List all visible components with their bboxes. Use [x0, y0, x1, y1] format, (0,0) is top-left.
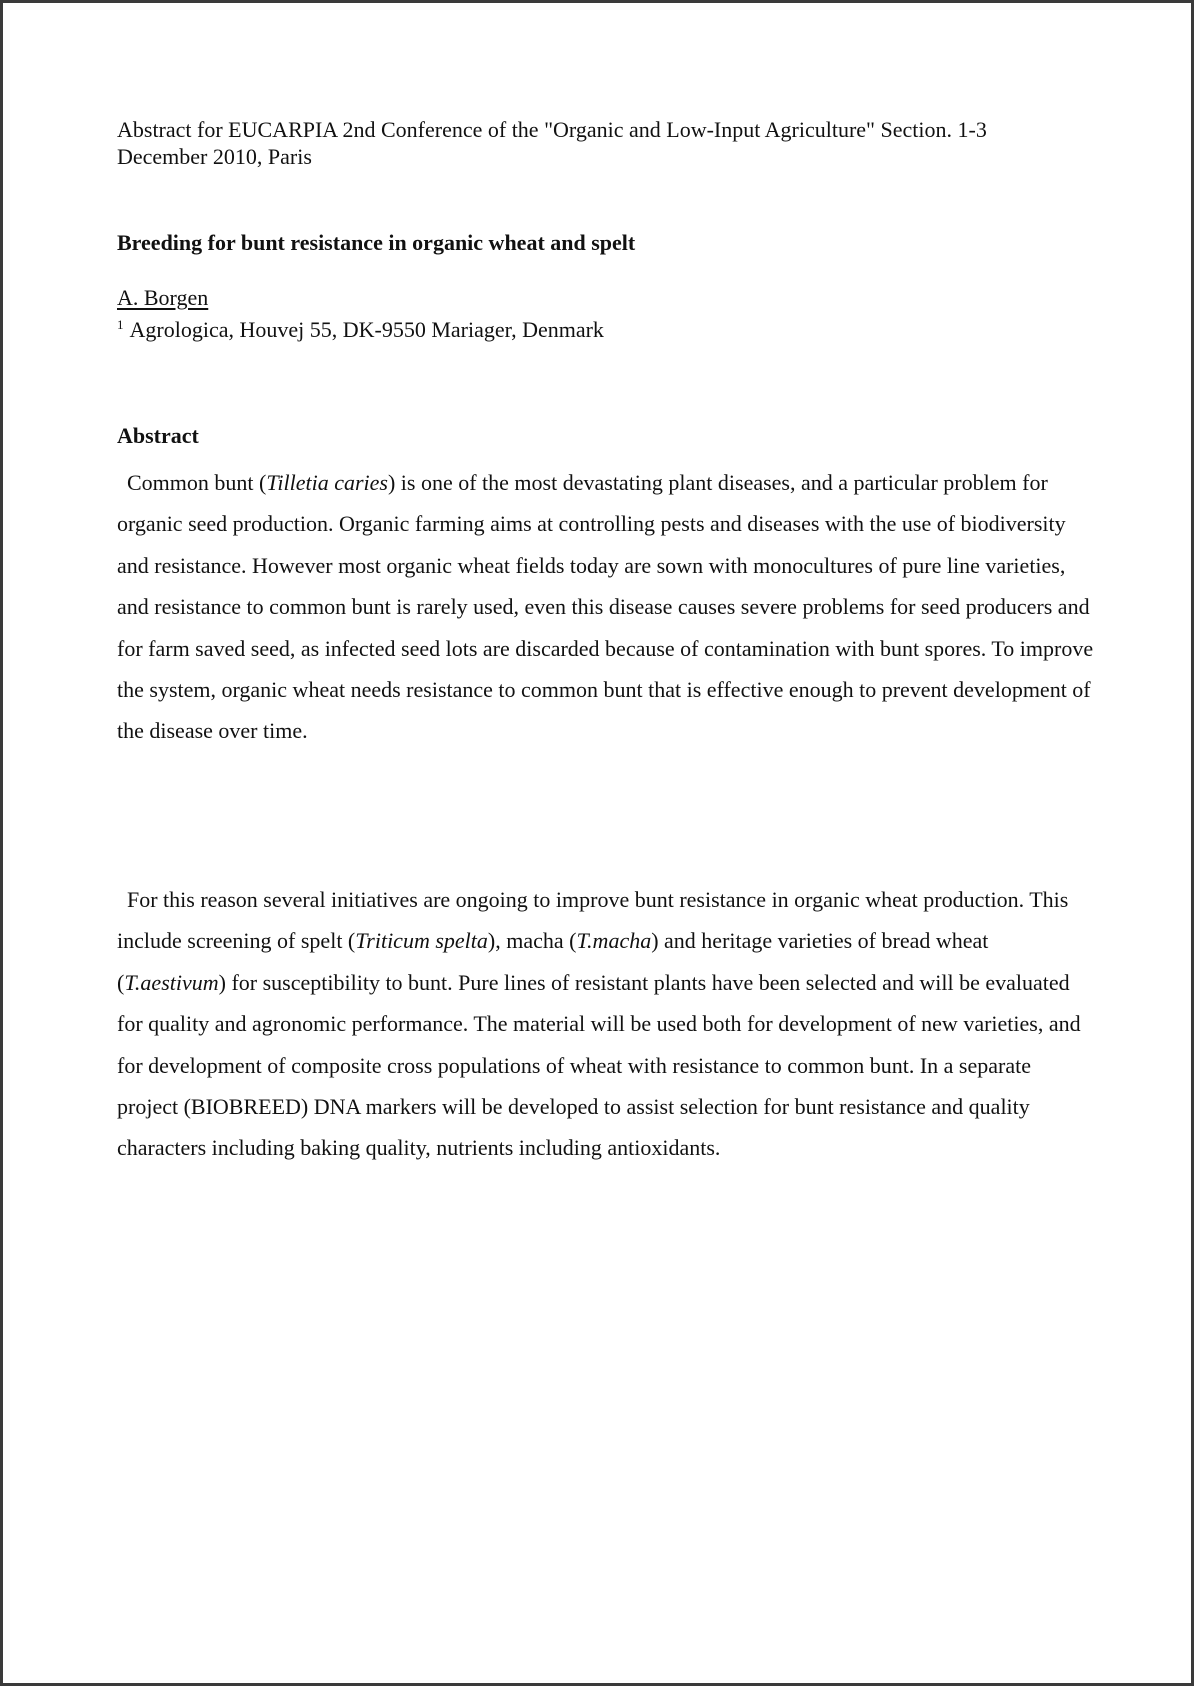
species-name-tilletia: Tilletia caries — [266, 470, 388, 495]
conference-header-line-1: Abstract for EUCARPIA 2nd Conference of the "Organic and Low-Input Agriculture" Section. 1-3 — [117, 117, 987, 142]
species-name-aestivum: T.aestivum — [124, 969, 219, 995]
conference-header-line-2: December 2010, Paris — [117, 144, 312, 169]
abstract-paragraph-1 — [117, 462, 1097, 752]
paragraph-2-text-a: For this reason several initiatives are ongoing to improve bunt resistance in organic wheat production. This include screening of spelt ( — [117, 887, 1069, 954]
paragraph-1-text-b: ) is one of the most devastating plant diseases, and a particular problem for organic seed production. Organic farming aims at controlling pests and diseases with the use of biodiversity and resistance. However most organic wheat fields today are sown with monocultures of pure line varieties, and resistance to common bunt is rarely used, even this disease causes severe problems for seed producers and for farm saved seed, as infected seed lots are discarded because of contamination with bunt spores. To improve the system, organic wheat needs resistance to common bunt that is effective enough to prevent development of the disease over time. — [117, 470, 1094, 744]
author-affiliation — [117, 311, 604, 343]
page-content — [117, 116, 1094, 1161]
paragraph-2-text-c: ) and heritage varieties of bread wheat ( — [117, 928, 989, 995]
paragraph-2-text-b: ), macha ( — [487, 928, 577, 954]
species-name-spelta: Triticum spelta — [355, 928, 488, 954]
abstract-paragraph-2 — [117, 879, 1097, 1169]
species-name-macha: T.macha — [576, 928, 652, 954]
affiliation-marker: 1 — [117, 317, 124, 332]
affiliation-text: Agrologica, Houvej 55, DK-9550 Mariager, Denmark — [129, 317, 604, 342]
abstract-heading: Abstract — [117, 423, 199, 448]
paragraph-2-text-d: ) for susceptibility to bunt. Pure lines of resistant plants have been selected and will be evaluated for quality and agronomic performance. The material will be used both for development of new varieties, and for development of composite cross populations of wheat with resistance to common bunt. In a separate project (BIOBREED) DNA markers will be developed to assist selection for bunt resistance and quality characters including baking quality, nutrients including antioxidants. — [117, 969, 1081, 1161]
paper-title: Breeding for bunt resistance in organic wheat and spelt — [117, 230, 636, 255]
author-name: A. Borgen — [117, 285, 209, 310]
paragraph-1-text-a: Common bunt ( — [127, 470, 267, 495]
